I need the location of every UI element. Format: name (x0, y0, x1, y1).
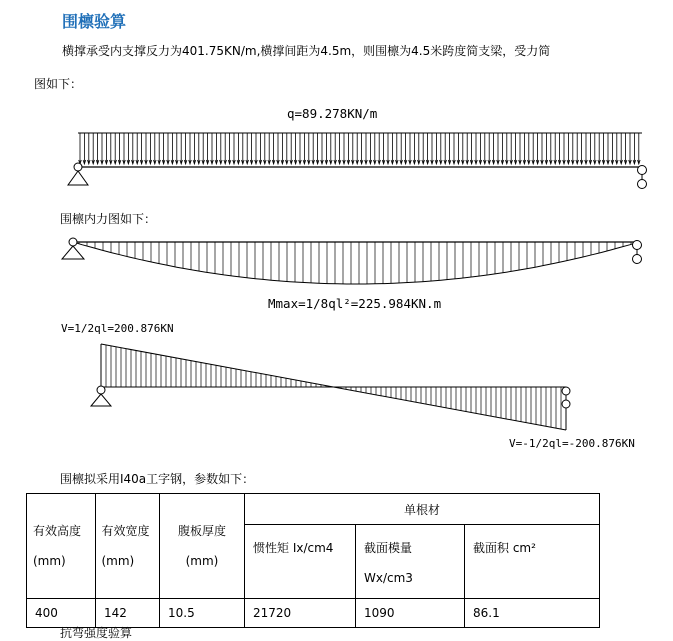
shear-right-label: V=-1/2ql=-200.876KN (509, 437, 635, 450)
roller-support-icon (638, 166, 647, 189)
pin-support-icon (62, 238, 84, 259)
value-width: 142 (96, 599, 160, 628)
moment-curve (73, 242, 639, 284)
col-header-modulus: 截面模量 Wx/cm3 (356, 525, 465, 599)
pin-support-icon (91, 386, 111, 406)
cut-off-line: 抗弯强度验算 (60, 626, 133, 640)
section-params-table (26, 493, 600, 628)
value-height: 400 (27, 599, 96, 628)
col-header-web: 腹板厚度(mm) (160, 494, 245, 599)
intro-paragraph-continued: 图如下： (34, 77, 83, 91)
internal-force-caption: 围檩内力图如下： (60, 212, 157, 226)
roller-support-icon (562, 387, 570, 408)
pin-support-icon (68, 163, 88, 185)
load-arrows (79, 133, 640, 164)
shear-left-label: V=1/2ql=200.876KN (61, 322, 174, 335)
value-modulus: 1090 (356, 599, 465, 628)
value-inertia: 21720 (245, 599, 356, 628)
col-header-area: 截面积 cm² (465, 525, 600, 599)
moment-hatch (79, 242, 631, 284)
col-header-height: 有效高度(mm) (27, 494, 96, 599)
col-header-width: 有效宽度(mm) (96, 494, 160, 599)
moment-label: Mmax=1/8ql²=225.984KN.m (268, 296, 442, 311)
col-header-inertia: 惯性矩 Ix/cm4 (245, 525, 356, 599)
intro-paragraph: 横撑承受内支撑反力为401.75KN/m,横撑间距为4.5m，则围檩为4.5米跨度简支梁，受力简 (62, 44, 551, 58)
section-heading: 围檩验算 (62, 12, 127, 31)
value-web: 10.5 (160, 599, 245, 628)
load-label: q=89.278KN/m (287, 106, 378, 121)
value-area: 86.1 (465, 599, 600, 628)
steel-caption: 围檩拟采用Ⅰ40a工字钢，参数如下： (60, 472, 255, 486)
roller-support-icon (633, 241, 642, 264)
col-group-single: 单根材 (245, 494, 600, 525)
